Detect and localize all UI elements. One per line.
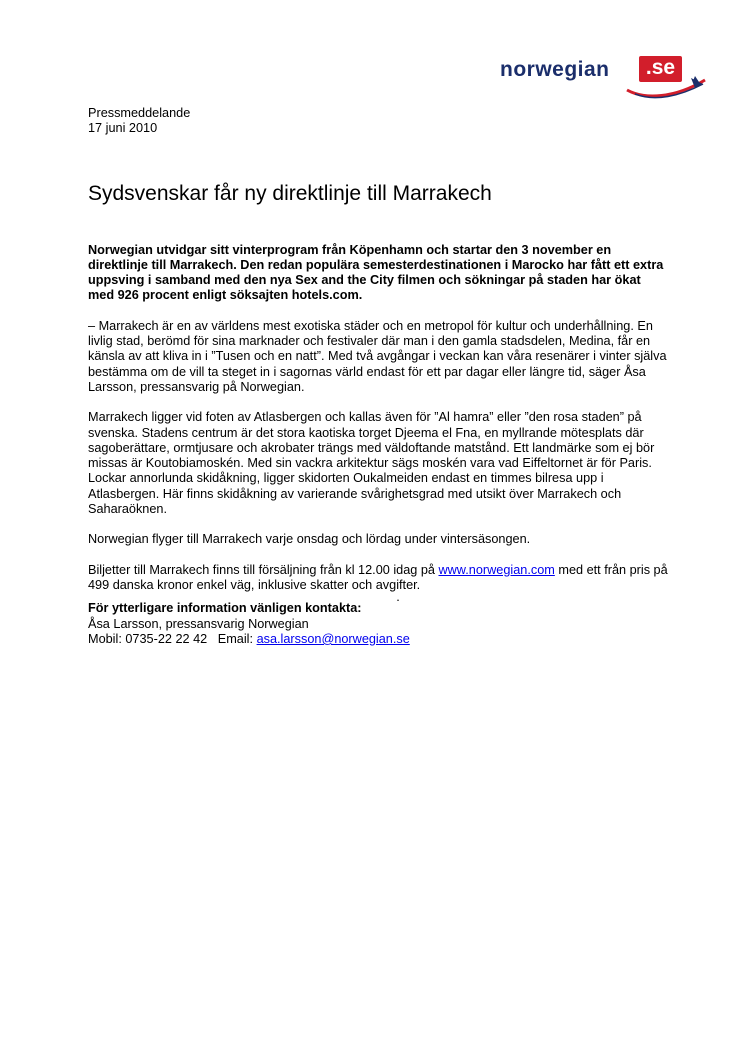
contact-details [88,632,668,647]
page-title: Sydsvenskar får ny direktlinje till Marrakech [88,181,492,205]
paragraph-city: Marrakech ligger vid foten av Atlasbergen och kallas även för ”Al hamra” eller ”den rosa staden” på svenska. Stadens centrum är det stora kaotiska torget Djeema el Fna, en myllrande mötesplats där sagoberättare, ormtjusare och akrobater trängs med väldoftande matstånd. Ett landmärke som ej bör missas är Koutobiamoskén. Med sin vackra arkitektur sägs moskén vara vad Eiffeltornet är för Paris. Lockar annorlunda skidåkning, ligger skidorten Oukalmeiden endast en timmes bilresa upp i Atlasbergen. Här finns skidåkning av varierande svårighetsgrad med utsikt över Marrakech och Saharaöknen. [88,410,655,517]
norwegian-website-link[interactable]: www.norwegian.com [438,562,555,577]
paragraph-quote: – Marrakech är en av världens mest exotiska städer och en metropol för kultur och underhållning. En livlig stad, berömd för sina marknader och festivaler där man i den gamla stadsdelen, Medina, får en känsla av att kliva in i ”Tusen och en natt”. Med två avgångar i veckan kan våra resenärer i vinter själva bestämma om de vill ta steget in i sagornas värld endast för ett par dagar eller längre tid, säger Åsa Larsson, pressansvarig på Norwegian. [88,318,667,394]
press-release [88,106,668,647]
logo-wordmark: norwegian [500,58,610,81]
contact-name: Åsa Larsson, pressansvarig Norwegian [88,616,309,631]
tickets-text-after: med ett från pris på 499 danska kronor enkel väg, inklusive skatter och avgifter. [88,562,668,592]
tickets-text-before: Biljetter till Marrakech finns till försäljning från kl 12.00 idag på [88,562,439,577]
logo-badge: .se [639,56,682,82]
lead-paragraph: Norwegian utvidgar sitt vinterprogram från Köpenhamn och startar den 3 november en direktlinje till Marrakech. Den redan populära semesterdestinationen i Marocko har fått ett extra uppsving i samband med den nya Sex and the City filmen och sökningar på staden har ökat med 926 procent enligt söksajten hotels.com. [88,242,664,303]
paragraph-tickets [88,563,668,594]
norwegian-logo [500,56,712,104]
contact-mobile: Mobil: 0735-22 22 42 Email: [88,631,257,646]
release-type: Pressmeddelande [88,106,191,120]
stray-dot: . [396,590,400,605]
contact-email-link[interactable]: asa.larsson@norwegian.se [256,631,410,646]
airplane-swoosh-icon [625,72,711,102]
paragraph-schedule: Norwegian flyger till Marrakech varje onsdag och lördag under vintersäsongen. [88,532,531,547]
release-meta [88,106,668,137]
contact-block [88,601,668,647]
release-date: 17 juni 2010 [88,121,158,136]
contact-heading: För ytterligare information vänligen kontakta: [88,601,362,616]
